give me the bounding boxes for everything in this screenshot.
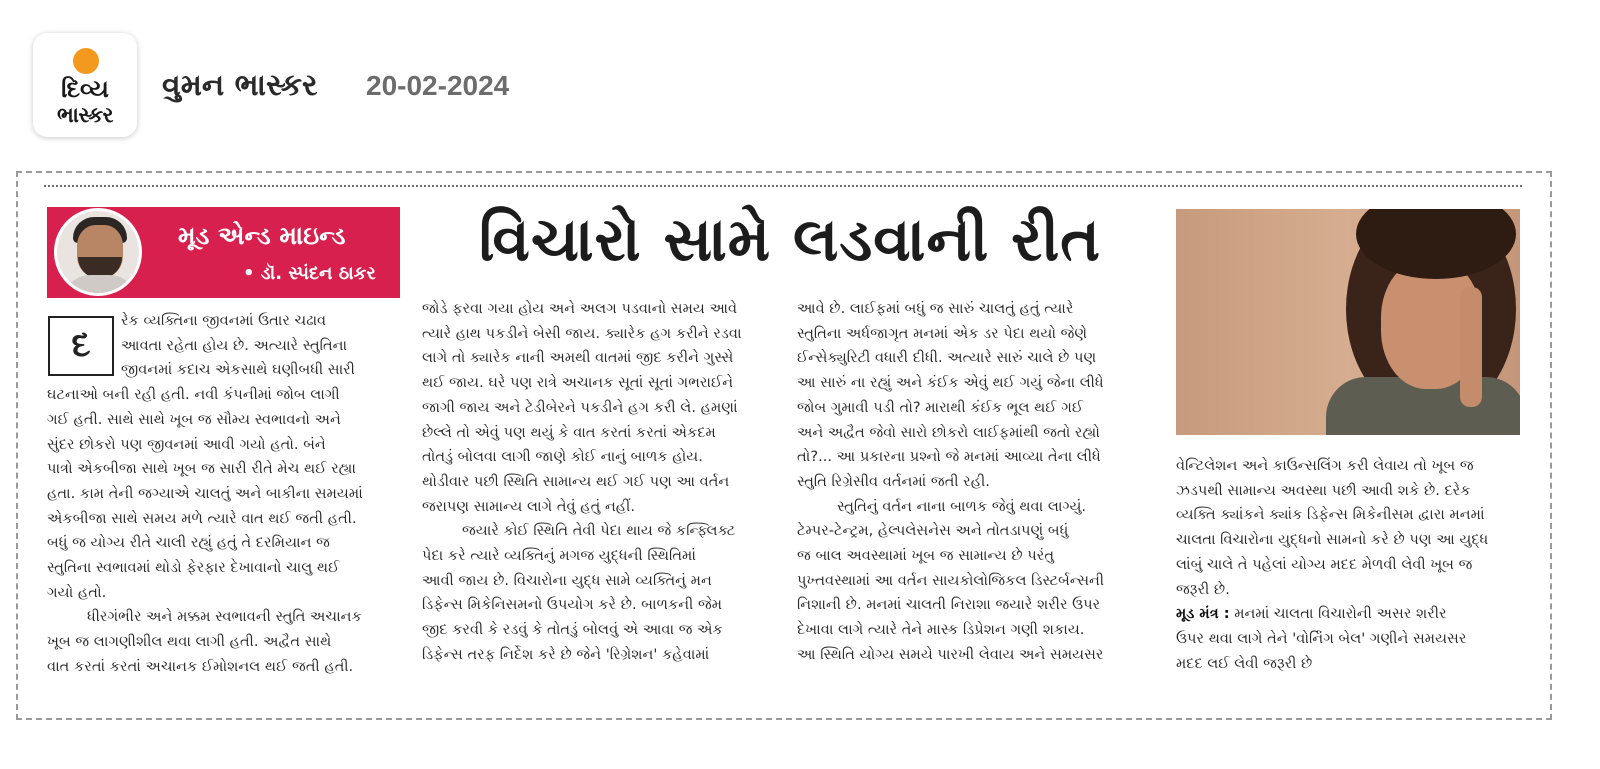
article-headline: વિચારો સામે લડવાની રીત (478, 205, 1102, 275)
article-column-2 (422, 297, 772, 668)
text-line: એકબીજા સાથે સમય મળે ત્યારે વાત થઈ જતી હતી. (47, 509, 357, 527)
drop-cap: દ (48, 316, 114, 376)
mood-mantra-label: મૂડ મંત્ર : (1176, 605, 1230, 623)
text-line: સ્તુતિનું વર્તન નાના બાળક જેવું થવા લાગ્યું. (837, 497, 1087, 515)
text-line: પુખ્તવસ્થામાં આ વર્તન સાયકોલોજિકલ ડિસ્ટર્બન્સની (797, 571, 1105, 589)
article-column-3 (797, 297, 1147, 668)
text-line: પેદા કરે ત્યારે વ્યક્તિનું મગજ યુદ્ધની સ્થિતિમાં (422, 547, 696, 565)
text-line: ડિફેન્સ તરફ નિર્દેશ કરે છે જેને 'રિગ્રેશન' કહેવામાં (422, 645, 710, 663)
text-line: વાત કરતાં કરતાં અચાનક ઈમોશનલ થઈ જતી હતી. (47, 657, 354, 675)
text-line: જાગી જાય અને ટેડીબેરને પકડીને હગ કરી લે. હમણાં (422, 398, 738, 416)
text-line: તો?... આ પ્રકારના પ્રશ્નો જે મનમાં આવ્યા તેના લીધે (797, 448, 1101, 466)
text-line: બધું જ યોગ્ય રીતે ચાલી રહ્યું હતું તે દરમિયાન જ (47, 534, 330, 552)
text-line: ગયો હતો. (47, 583, 107, 601)
text-line: સુંદર છોકરો પણ જીવનમાં આવી ગયો હતો. બંને (47, 435, 326, 453)
article-photo (1176, 209, 1520, 435)
text-line: છેલ્લે તો એવું પણ થયું કે વાત કરતાં કરતાં એકદમ (422, 423, 716, 441)
text-line: જ બાલ અવસ્થામાં ખૂબ જ સામાન્ય છે પરંતુ (797, 547, 1054, 565)
text-line: આવી જાય છે. વિચારોના યુદ્ધ સામે વ્યક્તિનું મન (422, 571, 712, 589)
text-line: ગઈ હતી. સાથે સાથે ખૂબ જ સૌમ્ય સ્વભાવનો અને (47, 410, 341, 428)
column-title: મૂડ એન્ડ માઇન્ડ (178, 221, 346, 250)
logo-line-2: ભાસ્કર (56, 103, 114, 127)
text-line: તોતડું બોલવા લાગી જાણે કોઈ નાનું બાળક હોય. (422, 448, 703, 466)
text-line: જયારે કોઈ સ્થિતિ તેવી પેદા થાય જે કન્ફ્લિક્ટ (462, 522, 736, 540)
text-line: જીવનમાં કદાચ એકસાથે ઘણીબધી સારી (121, 361, 355, 379)
text-line: ત્યારે હાથ પકડીને બેસી જાય. ક્યારેક હગ કરીને રડવા (422, 324, 742, 342)
text-line: થોડીવાર પછી સ્થિતિ સામાન્ય થઈ ગઈ પણ આ વર્તન (422, 472, 730, 490)
text-line: મદદ લઈ લેવી જરૂરી છે (1176, 654, 1313, 672)
sun-icon (73, 48, 99, 74)
text-line: ખૂબ જ લાગણીશીલ થવા લાગી હતી. અદ્વૈત સાથે (47, 633, 332, 651)
text-line: નિશાની છે. મનમાં ચાલતી નિરાશા જયારે શરીર ઉપર (797, 596, 1101, 614)
author-name: • ડૉ. સ્પંદન ઠાકર (243, 263, 376, 284)
text-line: આ સારું ના રહ્યું અને કંઈક એવું થઈ ગયું જેના લીધે (797, 374, 1104, 392)
text-line: અને અદ્વૈત જેવો સારો છોકરો લાઈફમાંથી જતો રહ્યો (797, 423, 1100, 441)
text-line: ટેમ્પર-ટેન્ટ્રમ, હેલ્પલેસનેસ અને તોતડાપણું બધું (797, 522, 1069, 540)
text-line: ચાલતા વિચારોના યુદ્ધનો સામનો કરે છે પણ આ યુદ્ધ (1176, 531, 1489, 549)
publication-date: 20-02-2024 (366, 70, 510, 101)
text-line: આ સ્થિતિ યોગ્ય સમયે પારખી લેવાય અને સમયસર (797, 645, 1104, 663)
text-line: વેન્ટિલેશન અને કાઉન્સલિંગ કરી લેવાય તો ખૂબ જ (1176, 457, 1474, 474)
text-line: લાગે તો ક્યારેક નાની અમથી વાતમાં જીદ કરીને ગુસ્સે (422, 349, 734, 367)
text-line: આવે છે. લાઈફમાં બધું જ સારું ચાલતું હતું ત્યારે (797, 300, 1074, 317)
text-line: લાંબું ચાલે તે પહેલાં યોગ્ય મદદ મેળવી લેવી ખૂબ જ (1176, 555, 1473, 573)
column-header (47, 207, 400, 298)
text-line: વ્યક્તિ ક્યાંકને ક્યાંક ડિફેન્સ મિકેનીસમ દ્વારા મનમાં (1176, 506, 1485, 524)
text-line: જરાપણ સામાન્ય લાગે તેવું હતું નહીં. (422, 497, 636, 515)
text-line: ધીરગંભીર અને મક્કમ સ્વભાવની સ્તુતિ અચાનક (87, 608, 362, 626)
publication-name: વુમન ભાસ્કર (162, 68, 318, 103)
text-line: ઈન્સેક્યુરિટી વધારી દીધી. અત્યારે સારું ચાલે છે પણ (797, 349, 1097, 367)
text-line: પાત્રો એકબીજા સાથે ખૂબ જ સારી રીતે મેચ થઈ રહ્યા (47, 460, 356, 478)
text-line: જોબ ગુમાવી પડી તો? મારાથી કંઈક ભૂલ થઈ ગઈ (797, 398, 1084, 416)
text-line: ડિફેન્સ મિકેનિસમનો ઉપયોગ કરે છે. બાળકની જેમ (422, 596, 723, 614)
text-line: જીદ કરવી કે રડવું કે તોતડું બોલવું એ આવા જ એક (422, 621, 723, 639)
text-line: સ્તુતિ રિગ્રેસીવ વર્તનમાં જતી રહી. (797, 472, 990, 490)
article-top-rule (44, 185, 1522, 187)
text-line: ઝડપથી સામાન્ય અવસ્થા પછી આવી શકે છે. દરેક (1176, 481, 1471, 499)
article-column-4 (1176, 454, 1522, 676)
text-line: રેક વ્યક્તિના જીવનમાં ઉતાર ચઢાવ (121, 312, 327, 329)
author-avatar (54, 208, 142, 296)
article-column-1 (47, 309, 397, 680)
text-line: હતા. કામ તેની જગ્યાએ ચાલતું અને બાકીના સમયમાં (47, 484, 363, 502)
divya-bhaskar-logo[interactable] (33, 33, 137, 137)
text-line: સ્તુતિના અર્ધજાગૃત મનમાં એક ડર પેદા થયો જેણે (797, 324, 1088, 342)
text-line: જરૂરી છે. (1176, 580, 1230, 598)
text-line: થઈ જાય. ઘરે પણ રાત્રે અચાનક સૂતાં સૂતાં ગભરાઈને (422, 374, 734, 392)
text-line: દેખાવા લાગે ત્યારે તેને માસ્ક ડિપ્રેશન ગણી શકાય. (797, 621, 1085, 639)
mood-mantra (1176, 602, 1522, 627)
text-line: ઉપર થવા લાગે તેને 'વોર્નિંગ બેલ' ગણીને સમયસર (1176, 629, 1467, 647)
logo-line-1: દિવ્ય (61, 75, 109, 103)
mood-mantra-text: મનમાં ચાલતા વિચારોની અસર શરીર (1229, 605, 1447, 623)
text-line: સ્તુતિના સ્વભાવમાં થોડો ફેરફાર દેખાવાનો ચાલુ થઈ (47, 559, 340, 577)
text-line: જોડે ફરવા ગયા હોય અને અલગ પડવાનો સમય આવે (422, 300, 738, 317)
text-line: આવતા રહેતા હોય છે. અત્યારે સ્તુતિના (121, 336, 348, 354)
text-line: ઘટનાઓ બની રહી હતી. નવી કંપનીમાં જોબ લાગી (47, 386, 340, 404)
